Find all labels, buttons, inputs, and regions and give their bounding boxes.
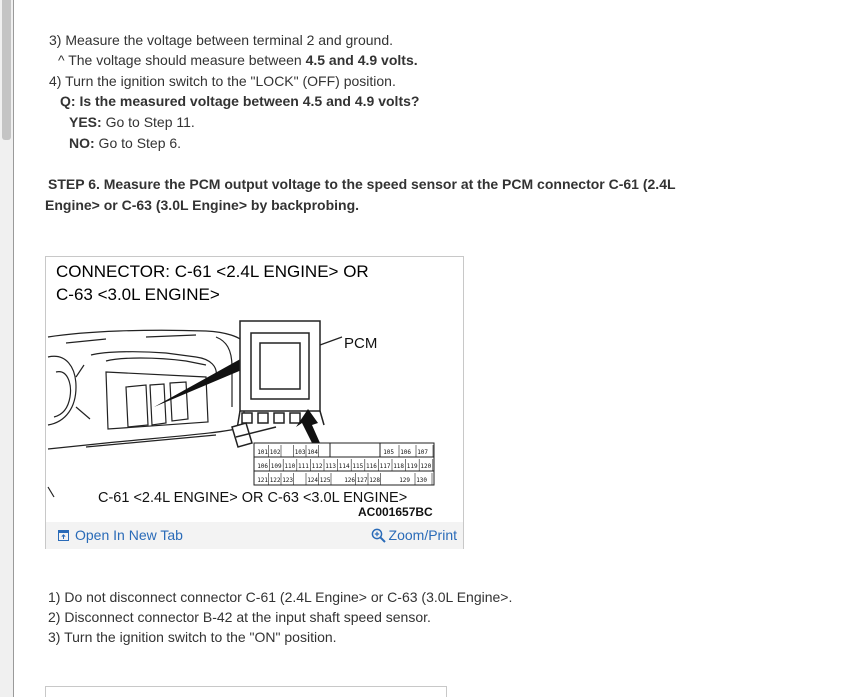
pin-118: 118 bbox=[393, 463, 405, 470]
figure-code: AC001657BC bbox=[358, 505, 433, 519]
pin-111: 111 bbox=[298, 463, 309, 470]
connector-caption: C-61 <2.4L ENGINE> OR C-63 <3.0L ENGINE> bbox=[98, 490, 408, 506]
pin-107: 107 bbox=[417, 449, 429, 456]
step-6-heading-line2 bbox=[45, 196, 359, 214]
step-text: 4) Turn the ignition switch to the "LOCK" (OFF) position. bbox=[49, 73, 396, 89]
pin-115: 115 bbox=[352, 463, 364, 470]
pin-128: 128 bbox=[369, 477, 381, 484]
step-2-disconnect-b42 bbox=[48, 608, 431, 626]
figure-title-line2: C-63 <3.0L ENGINE> bbox=[56, 285, 220, 304]
answer-label: NO: bbox=[69, 135, 95, 151]
connector-figure bbox=[45, 256, 464, 549]
pin-101: 101 bbox=[257, 449, 269, 456]
pin-112: 112 bbox=[311, 463, 323, 470]
scrollbar[interactable] bbox=[0, 0, 14, 697]
step-heading-text: STEP 6. Measure the PCM output voltage to the speed sensor at the PCM connector C-61 (2.4L bbox=[48, 176, 676, 192]
pin-106: 106 bbox=[257, 463, 269, 470]
expected-voltage-note bbox=[58, 51, 418, 69]
zoom-print-link[interactable] bbox=[371, 527, 457, 543]
zoom-print-label[interactable]: Zoom/Print bbox=[388, 527, 457, 543]
open-in-new-tab-link[interactable] bbox=[58, 527, 183, 543]
question bbox=[60, 92, 419, 110]
step-text: 3) Measure the voltage between terminal 2 and ground. bbox=[49, 32, 393, 48]
pin-123: 123 bbox=[282, 477, 294, 484]
step-3-measure-terminal bbox=[49, 31, 393, 49]
pointer-wedge bbox=[154, 357, 244, 407]
step-1-do-not-disconnect bbox=[48, 588, 512, 606]
pin-127: 127 bbox=[356, 477, 368, 484]
pin-130: 130 bbox=[416, 477, 428, 484]
pin-120: 120 bbox=[420, 463, 432, 470]
note-voltage: 4.5 and 4.9 volts. bbox=[305, 52, 418, 68]
figure-title-line1: CONNECTOR: C-61 <2.4L ENGINE> OR bbox=[56, 262, 369, 281]
pin-105: 105 bbox=[383, 449, 395, 456]
pin-124: 124 bbox=[307, 477, 319, 484]
step-6-heading-line1 bbox=[48, 175, 676, 193]
pcm-label-leader bbox=[320, 337, 342, 345]
step-heading-text: Engine> or C-63 (3.0L Engine> by backprobing. bbox=[45, 197, 360, 213]
pin-110: 110 bbox=[284, 463, 296, 470]
answer-text: Go to Step 11. bbox=[101, 114, 195, 130]
pin-125: 125 bbox=[319, 477, 331, 484]
figure-title bbox=[56, 260, 369, 306]
dashboard-drawing bbox=[48, 330, 244, 497]
pin-113: 113 bbox=[325, 463, 337, 470]
pin-119: 119 bbox=[406, 463, 418, 470]
zoom-icon bbox=[371, 528, 386, 543]
answer-yes bbox=[69, 113, 195, 131]
note-text: ^ The voltage should measure between bbox=[58, 52, 306, 68]
pin-106: 106 bbox=[400, 449, 412, 456]
step-3-ignition-on bbox=[48, 628, 337, 646]
step-text: 2) Disconnect connector B-42 at the input shaft speed sensor. bbox=[48, 609, 431, 625]
pin-116: 116 bbox=[366, 463, 377, 470]
next-figure bbox=[45, 686, 447, 697]
pin-102: 102 bbox=[269, 449, 281, 456]
pin-122: 122 bbox=[269, 477, 281, 484]
open-tab-icon bbox=[58, 530, 69, 541]
pin-109: 109 bbox=[270, 463, 282, 470]
open-tab-label[interactable]: Open In New Tab bbox=[75, 527, 183, 543]
question-text: Q: Is the measured voltage between 4.5 and 4.9 volts? bbox=[60, 93, 420, 109]
pin-104: 104 bbox=[307, 449, 319, 456]
answer-label: YES: bbox=[69, 114, 102, 130]
pcm-label: PCM bbox=[344, 335, 378, 352]
pin-126: 126 bbox=[344, 477, 356, 484]
answer-no bbox=[69, 134, 181, 152]
pin-121: 121 bbox=[257, 477, 269, 484]
scrollbar-thumb[interactable] bbox=[2, 0, 11, 140]
answer-text: Go to Step 6. bbox=[94, 135, 182, 151]
figure-toolbar bbox=[46, 522, 463, 549]
step-text: 3) Turn the ignition switch to the "ON" position. bbox=[48, 629, 337, 645]
pin-114: 114 bbox=[338, 463, 350, 470]
pin-103: 103 bbox=[294, 449, 306, 456]
step-text: 1) Do not disconnect connector C-61 (2.4L Engine> or C-63 (3.0L Engine>. bbox=[48, 589, 513, 605]
pin-129: 129 bbox=[399, 477, 411, 484]
step-4-ignition-lock bbox=[49, 72, 396, 90]
pin-117: 117 bbox=[379, 463, 391, 470]
